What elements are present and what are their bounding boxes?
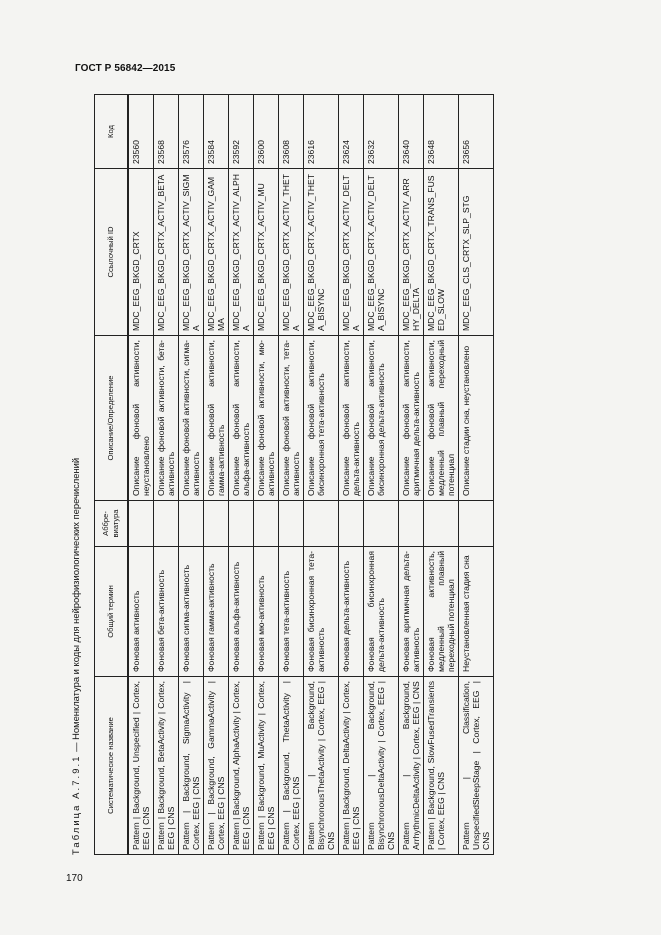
cell-definition: Описание фоновой активности, бета-активность bbox=[154, 336, 179, 501]
cell-abbreviation bbox=[179, 501, 204, 547]
column-header-code: Код bbox=[95, 95, 129, 169]
cell-systematic-name: Pattern | Background, BisynchronousThetaActivity | Cortex, EEG | CNS bbox=[304, 677, 339, 855]
cell-abbreviation bbox=[459, 501, 494, 547]
cell-systematic-name: Pattern | Background, SlowFusedTransients | Cortex, EEG | CNS bbox=[424, 677, 459, 855]
cell-reference-id: MDC_EEG_BKGD_CRTX_ACTIV_ALPHA bbox=[229, 169, 254, 336]
cell-code: 23560 bbox=[128, 95, 154, 169]
cell-definition: Описание фоновой активности, неустановлено bbox=[128, 336, 154, 501]
cell-definition: Описание фоновой активности, гамма-активность bbox=[204, 336, 229, 501]
cell-code: 23576 bbox=[179, 95, 204, 169]
cell-common-term: Фоновая бета-активность bbox=[154, 547, 179, 677]
table-row bbox=[254, 95, 279, 855]
cell-abbreviation bbox=[254, 501, 279, 547]
cell-common-term: Фоновая альфа-активность bbox=[229, 547, 254, 677]
cell-definition: Описание стадии сна, неустановлено bbox=[459, 336, 494, 501]
cell-code: 23640 bbox=[399, 95, 424, 169]
cell-definition: Описание фоновой активности, дельта-активность bbox=[339, 336, 364, 501]
cell-definition: Описание фоновой активности, бисинхронная дельта-активность bbox=[364, 336, 399, 501]
cell-systematic-name: Pattern | Background, GammaActivity | Cortex, EEG | CNS bbox=[204, 677, 229, 855]
cell-systematic-name: Pattern | Background, AlphaActivity | Cortex, EEG | CNS bbox=[229, 677, 254, 855]
cell-reference-id: MDC_EEG_BKGD_CRTX_ACTIV_DELTA_BISYNC bbox=[364, 169, 399, 336]
cell-abbreviation bbox=[154, 501, 179, 547]
cell-common-term: Фоновая мю-активность bbox=[254, 547, 279, 677]
cell-code: 23648 bbox=[424, 95, 459, 169]
document-header: ГОСТ Р 56842—2015 bbox=[75, 63, 176, 74]
cell-systematic-name: Pattern | Background, ThetaActivity | Cortex, EEG | CNS bbox=[279, 677, 304, 855]
cell-common-term: Фоновая аритмичная дельта-активность bbox=[399, 547, 424, 677]
cell-reference-id: MDC_EEG_BKGD_CRTX_ACTIV_MU bbox=[254, 169, 279, 336]
cell-reference-id: MDC_EEG_CLS_CRTX_SLP_STG bbox=[459, 169, 494, 336]
table-row bbox=[459, 95, 494, 855]
table-caption-text: — Номенклатура и коды для нейрофизиологических перечислений bbox=[70, 457, 81, 755]
cell-reference-id: MDC_EEG_BKGD_CRTX_ACTIV_THETA_BISYNC bbox=[304, 169, 339, 336]
cell-definition: Описание фоновой активности, мю-активность bbox=[254, 336, 279, 501]
cell-code: 23592 bbox=[229, 95, 254, 169]
cell-common-term: Фоновая сигма-активность bbox=[179, 547, 204, 677]
cell-code: 23584 bbox=[204, 95, 229, 169]
cell-definition: Описание фоновой активности, тета-активность bbox=[279, 336, 304, 501]
cell-definition: Описание фоновой активности, альфа-активность bbox=[229, 336, 254, 501]
table-row bbox=[304, 95, 339, 855]
table-row bbox=[179, 95, 204, 855]
cell-systematic-name: Pattern | Background, MuActivity | Cortex, EEG | CNS bbox=[254, 677, 279, 855]
cell-reference-id: MDC_EEG_BKGD_CRTX_ACTIV_DELTA bbox=[339, 169, 364, 336]
cell-common-term: Фоновая дельта-активность bbox=[339, 547, 364, 677]
cell-systematic-name: Pattern | Background, BetaActivity | Cortex, EEG | CNS bbox=[154, 677, 179, 855]
cell-abbreviation bbox=[204, 501, 229, 547]
table-caption-label: Таблица А.7.9.1 bbox=[70, 754, 81, 855]
cell-abbreviation bbox=[339, 501, 364, 547]
cell-systematic-name: Pattern | Classification, UnspecifiedSleepStage | Cortex, EEG | CNS bbox=[459, 677, 494, 855]
cell-reference-id: MDC_EEG_BKGD_CRTX_ACTIV_BETA bbox=[154, 169, 179, 336]
nomenclature-table bbox=[94, 94, 494, 855]
cell-common-term: Фоновая бисинхронная дельта-активность bbox=[364, 547, 399, 677]
table-row bbox=[128, 95, 154, 855]
cell-definition: Описание фоновой активности, аритмичная дельта-активность bbox=[399, 336, 424, 501]
table-caption bbox=[66, 458, 86, 855]
cell-reference-id: MDC_EEG_BKGD_CRTX_ACTIV_THETA bbox=[279, 169, 304, 336]
cell-code: 23632 bbox=[364, 95, 399, 169]
table-row bbox=[154, 95, 179, 855]
cell-abbreviation bbox=[279, 501, 304, 547]
cell-reference-id: MDC_EEG_BKGD_CRTX_ACTIV_ARRHY_DELTA bbox=[399, 169, 424, 336]
table-row bbox=[364, 95, 399, 855]
cell-definition: Описание фоновой активности, сигма-активность bbox=[179, 336, 204, 501]
table-row bbox=[424, 95, 459, 855]
cell-systematic-name: Pattern | Background, DeltaActivity | Cortex, EEG | CNS bbox=[339, 677, 364, 855]
cell-common-term: Фоновая активность, медленный плавный переходный потенциал bbox=[424, 547, 459, 677]
cell-common-term: Фоновая тета-активность bbox=[279, 547, 304, 677]
cell-abbreviation bbox=[229, 501, 254, 547]
cell-definition: Описание фоновой активности, медленный плавный переходный потенциал bbox=[424, 336, 459, 501]
cell-systematic-name: Pattern | Background, Unspecified | Cortex, EEG | CNS bbox=[128, 677, 154, 855]
column-header-term: Общий термин bbox=[95, 547, 129, 677]
cell-abbreviation bbox=[399, 501, 424, 547]
column-header-ref-id: Ссылочный ID bbox=[95, 169, 129, 336]
cell-abbreviation bbox=[424, 501, 459, 547]
cell-code: 23656 bbox=[459, 95, 494, 169]
cell-common-term: Фоновая активность bbox=[128, 547, 154, 677]
page-number: 170 bbox=[66, 873, 83, 884]
cell-abbreviation bbox=[128, 501, 154, 547]
cell-code: 23624 bbox=[339, 95, 364, 169]
cell-systematic-name: Pattern | Background, SigmaActivity | Cortex, EEG | CNS bbox=[179, 677, 204, 855]
column-header-abbr: Аббре-виатура bbox=[95, 501, 129, 547]
table-row bbox=[279, 95, 304, 855]
cell-reference-id: MDC_EEG_BKGD_CRTX_ACTIV_SIGMA bbox=[179, 169, 204, 336]
cell-abbreviation bbox=[364, 501, 399, 547]
cell-definition: Описание фоновой активности, бисинхронная тета-активность bbox=[304, 336, 339, 501]
cell-systematic-name: Pattern | Background, ArrhythmicDeltaActivity | Cortex, EEG | CNS bbox=[399, 677, 424, 855]
cell-code: 23616 bbox=[304, 95, 339, 169]
column-header-definition: Описание/Определение bbox=[95, 336, 129, 501]
table-row bbox=[399, 95, 424, 855]
rotated-table-area bbox=[66, 95, 620, 855]
cell-abbreviation bbox=[304, 501, 339, 547]
cell-common-term: Фоновая гамма-активность bbox=[204, 547, 229, 677]
table-header-row bbox=[95, 95, 129, 855]
table-row bbox=[204, 95, 229, 855]
cell-systematic-name: Pattern | Background, BisynchronousDeltaActivity | Cortex, EEG | CNS bbox=[364, 677, 399, 855]
cell-reference-id: MDC_EEG_BKGD_CRTX_ACTIV_GAMMA bbox=[204, 169, 229, 336]
cell-code: 23600 bbox=[254, 95, 279, 169]
table-row bbox=[229, 95, 254, 855]
cell-reference-id: MDC_EEG_BKGD_CRTX bbox=[128, 169, 154, 336]
cell-code: 23568 bbox=[154, 95, 179, 169]
cell-reference-id: MDC_EEG_BKGD_CRTX_TRANS_FUSED_SLOW bbox=[424, 169, 459, 336]
cell-common-term: Неустановленная стадия сна bbox=[459, 547, 494, 677]
table-row bbox=[339, 95, 364, 855]
column-header-name: Систематическое название bbox=[95, 677, 129, 855]
cell-common-term: Фоновая бисинхронная тета-активность bbox=[304, 547, 339, 677]
cell-code: 23608 bbox=[279, 95, 304, 169]
